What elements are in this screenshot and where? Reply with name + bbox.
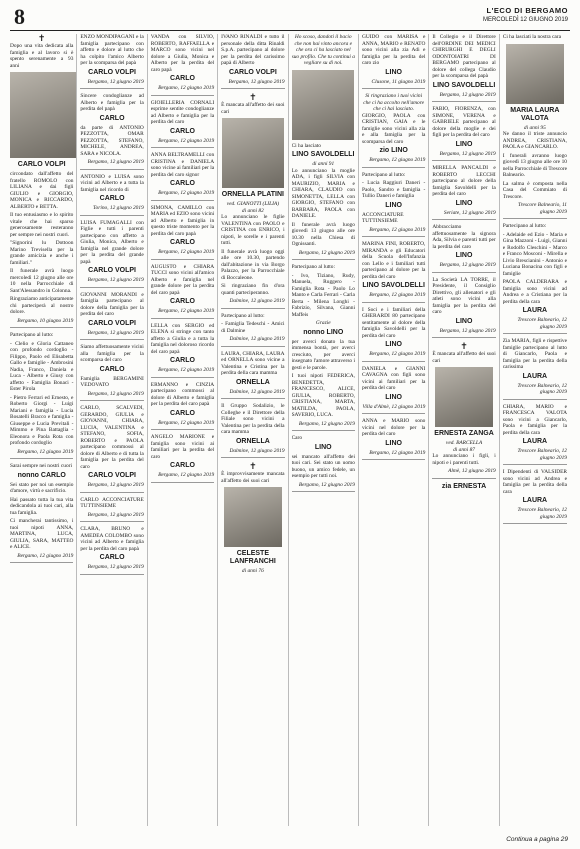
notice-text: ACCONCIATURE TUTTINSIEME xyxy=(361,211,404,224)
notice-place-date: Bergamo, 12 giugno 2019 xyxy=(292,421,355,432)
notice-place-date: Villa d'Almè, 12 giugno 2019 xyxy=(362,404,425,415)
notice-text: Lo annunciano i figli, i nipoti e i parenti tutti. xyxy=(432,453,496,466)
deceased-name: LINO xyxy=(385,341,403,348)
deceased-name: CARLO VOLPI xyxy=(88,267,136,274)
notice-text: ENZO MONDIPAGANI e la famiglia partecipano con affetto e dolore al lutto che ha colpito l'amico Alberto per la scomparsa del papà xyxy=(80,34,144,66)
notice-text: La salma è composta nella Casa del Commiato di Trescore. xyxy=(502,180,567,200)
deceased-name: LINO xyxy=(314,443,332,451)
notice-text: GIOIELLERIA CORNALI esprime sentite condoglianze ad Alberto e famiglia per la perdita del caro xyxy=(150,99,215,125)
notice-place-date: Trescore Balneario, 12 giugno 2019 xyxy=(503,317,567,334)
age-line: ved. BARCELLA xyxy=(445,440,483,446)
column-2 xyxy=(80,34,147,826)
column-8 xyxy=(503,34,570,826)
notice-text: ANTONIO e LUISA sono vicini ad Alberto e a tutta la famiglia nel ricordo di xyxy=(80,173,144,193)
column-5 xyxy=(292,34,359,826)
deceased-name: CARLO xyxy=(99,195,125,202)
notice-text: Lo annunciano le figlie VALENTINA con PAOLO e CRISTINA con ENRICO, i nipoti, le sorelle e i parenti tutti. xyxy=(221,214,285,246)
deceased-name: LINO xyxy=(455,140,473,148)
notice-text: - Adelaide ed Ezio - Maria e Gina Mazzoni - Luigi, Gianni e Rodolfo Cleschini - Marco e Franco Mosconi - Mirella e Livio Brescianini - Antonio e Luciana Bonacina con figli e famiglie xyxy=(502,231,567,277)
notice-text: ANNA BELTRAMELLI con CRISTINA e DANIELA sono vicine ai familiari per la perdita del caro signor xyxy=(150,152,215,178)
notice-text: Il Gruppo Sodalizio, le Colleghe e il Direttore della Filiale sono vicini a Valentina per la perdita della cara mamma xyxy=(221,403,285,435)
notice-place-date: Bergamo, 12 giugno 2019 xyxy=(10,553,73,564)
notice-place-date: Bergamo, 12 giugno 2019 xyxy=(432,262,495,273)
notice-text: Ne danno il triste annuncio ANDREA, CRISTIANA, PAOLA e GIANCARLO. xyxy=(502,131,567,150)
deceased-name: CARLO VOLPI xyxy=(88,319,136,327)
column-3 xyxy=(151,34,218,826)
notice-place-date: Torino, 12 giugno 2019 xyxy=(80,205,143,216)
notice-place-date: Bergamo, 12 giugno 2019 xyxy=(362,450,425,461)
deceased-name: CARLO xyxy=(170,462,195,469)
cross-icon: ✝ xyxy=(37,34,46,43)
age-line: di anni 87 xyxy=(453,446,475,453)
notice-text: Partecipano al lutto: xyxy=(291,264,335,270)
notice-place-date: Bergamo, 12 giugno 2019 xyxy=(10,449,73,460)
deceased-name: CARLO VOLPI xyxy=(228,68,277,76)
notice-text: LUISA FUMAGALLI con Figlie e tutti i parenti partecipano con affetto a Giulia, Monica, Alberto e famiglia nel grande dolore per la perdita del grande papà xyxy=(80,219,144,265)
notice-place-date: Bergamo, 12 giugno 2019 xyxy=(151,420,214,431)
age-line: di anni 76 xyxy=(241,568,264,574)
notice-text: Dopo una vita dedicata alla famiglia e al lavoro si è spento serenamente a 93 anni xyxy=(10,43,74,69)
notice-place-date: Bergamo, 12 giugno 2019 xyxy=(292,250,355,261)
notice-text: ANGELO MARIONE e famiglia sono vicini ai familiari per la perdita del caro xyxy=(150,434,215,460)
portrait-photo xyxy=(435,367,493,427)
notice-text: - Clelio e Gloria Cattaneo con profondo cordoglio - Filippo, Paolo ed Elisabetta Gallo e famiglie - Ambrosini Nadia, Franco, Daniela e Luca - Alberto e Giusy con affetto - Famiglia Bonaci - Ester Pirola xyxy=(10,340,74,392)
deceased-name: CARLO xyxy=(170,75,195,82)
cross-icon: ✝ xyxy=(249,92,257,102)
deceased-name: CARLO xyxy=(170,409,195,417)
notice-place-date: Bergamo, 12 giugno 2019 xyxy=(292,482,355,493)
notice-text: circondato dall'affetto del fratello ROMOLO con LILIANA e dai figli GIULIO e GIORGIO, MONICA e RICCARDO, ALBERTO e BETTA. xyxy=(10,171,74,210)
notice-text: Hai passato tutta la tua vita dedicandola ai tuoi cari, alla tua famiglia. xyxy=(10,496,74,516)
notice-place-date: Bergamo, 12 giugno 2019 xyxy=(80,482,143,493)
notice-place-date: Bergamo, 12 giugno 2019 xyxy=(151,138,214,149)
notice-text: Sincere condoglianze ad Alberto e famiglia per la perdita del papà xyxy=(80,93,144,112)
notice-text: Partecipano al lutto: xyxy=(361,171,406,178)
age-line: ved. GIANOTTI (LILIA) xyxy=(226,201,279,207)
notice-text: CHIARA, MARIO e FRANCESCA VALOTA sono vicini a Giancarlo, Paola e famiglia per la perdita della cara xyxy=(502,403,567,436)
notice-place-date: Bergamo, 12 giugno 2019 xyxy=(151,308,214,319)
notice-place-date: Clusone, 11 giugno 2019 xyxy=(362,79,425,90)
cross-icon: ✝ xyxy=(249,461,257,471)
notice-place-date: Bergamo, 12 giugno 2019 xyxy=(80,159,143,170)
notice-place-date: Bergamo, 12 giugno 2019 xyxy=(151,367,214,378)
notice-place-date: Bergamo, 10 giugno 2019 xyxy=(10,318,73,329)
notice-text: Partecipano al lutto: xyxy=(502,223,547,229)
notice-text: Si ringraziano fin d'ora quanti parteciperanno. xyxy=(221,283,285,296)
deceased-name: CARLO xyxy=(170,298,195,305)
deceased-name: ORNELLA PLATINI xyxy=(221,191,284,198)
deceased-name: CARLO VOLPI xyxy=(88,68,136,76)
deceased-name: LINO SAVOLDELLI xyxy=(292,151,355,158)
notice-text: Ci mancherai tantissimo, i tuoi nipoti ANNA, MARTINA, LUCA, GIULIA, SARA, MATTEO e ALICE. xyxy=(10,518,74,550)
notice-text: sei mancato all'affetto dei tuoi cari. Sei stato un uomo buono, un amico fedele, un esempio per tutti noi. xyxy=(291,453,355,479)
cross-icon: ✝ xyxy=(460,341,468,351)
deceased-name: CARLO xyxy=(170,127,195,135)
notice-place-date: Bergamo, 12 giugno 2019 xyxy=(80,277,143,288)
masthead xyxy=(483,6,568,23)
notice-text: IVANO RINALDI e tutto il personale della ditta Rinaldi S.p.A. partecipano al dolore per la perdita del carissimo papà di Alberto xyxy=(221,34,285,66)
deceased-name: ERNESTA ZANGA xyxy=(434,430,494,437)
notice-text: CLARA, BRUNO e AMEDEA COLOMBO sono vicini ad Alberto e famiglia per la perdita del caro papà xyxy=(80,526,144,552)
column-7 xyxy=(432,34,499,826)
notice-text: Partecipano al lutto: xyxy=(221,312,265,319)
notice-text: VANDA con SILVIO, ROBERTO, RAFFAELLA e MARCO sono vicini nel dolore a Giulia, Monica e Alberto per la perdita del caro papà xyxy=(150,34,215,73)
notice-text: Lo annunciano la moglie ADA, i figli SILVIA con MAURIZIO, MARIA e CHIARA, CLAUDIO con SIMONETTA, LELLA con GIORGIO, STEFANO con BARBARA, PAOLA con DANIELE. xyxy=(291,167,355,219)
notice-text: Ci ha lasciati la nostra cara xyxy=(502,34,561,40)
notice-text: È mancata all'affetto dei suoi cari xyxy=(221,102,285,115)
obituary-columns xyxy=(10,34,570,826)
notice-text: per averci donato la tua immensa bontà, per averci cresciuto, per averci insegnato l'amore attraverso i gesti e le parole. xyxy=(291,338,355,371)
notice-place-date: Bergamo, 12 giugno 2019 xyxy=(80,330,143,341)
deceased-name: nonno LINO xyxy=(303,328,344,336)
notice-text: CARLO, SCALVEDI, GERARDO, GIULIA e GIOVANNI, CHIARA, LUCIA, VALENTINA e STEFANO, SOFIA, ROBERTO e PAOLA partecipano commossi al dolore di Alberto e di tutta la famiglia per la perdita del caro xyxy=(80,405,144,470)
portrait-photo xyxy=(224,487,282,547)
deceased-name: LINO xyxy=(455,317,473,325)
notice-place-date: Bergamo, 12 giugno 2019 xyxy=(362,351,425,362)
notice-text: Il funerale avrà luogo giovedì 13 giugno alle ore 10.30 nella Chiesa di Ognissanti. xyxy=(291,221,355,247)
portrait-photo xyxy=(10,72,77,158)
notice-text: LELLA con SERGIO ed ELENA si stringe con tanto affetto a Giulia e a tutta la famiglia nel doloroso ricordo del caro papà xyxy=(150,322,215,355)
notice-text: Sarai sempre nei nostri cuori xyxy=(10,463,72,469)
column-1 xyxy=(10,34,77,826)
notice-text: DANIELA e GIANNI CAVAGNA con figli sono vicini ai familiari per la perdita del caro xyxy=(361,365,426,391)
notice-place-date: Bergamo, 12 giugno 2019 xyxy=(221,79,284,90)
notice-place-date: Trescore Balneario, 12 giugno 2019 xyxy=(503,448,567,465)
notice-place-date: Bergamo, 12 giugno 2019 xyxy=(362,157,425,168)
notice-place-date: Bergamo, 12 giugno 2019 xyxy=(80,391,143,402)
deceased-name: CARLO xyxy=(170,357,195,364)
deceased-name: CARLO xyxy=(170,239,195,246)
notice-text: GIORGIO, PAOLA con CRISTIAN, GAIA e le famiglie sono vicini alla zia e alla famiglia per la scomparsa del caro xyxy=(361,112,426,145)
notice-text: I tuoi nipoti FEDERICA, BENEDETTA, FRANCESCO, ALICE, GIULIA, ROBERTO, CRISTIANA, MARTA, MATILDA, PAOLA, SAVERIO, LUCA. xyxy=(291,373,355,418)
deceased-name: zio LINO xyxy=(379,147,408,154)
notice-place-date: Bergamo, 12 giugno 2019 xyxy=(432,151,495,162)
notice-text: I Dipendenti di VALSIDER sono vicini ad Andrea e famiglia per la perdita della cara xyxy=(502,469,567,495)
notice-text: I Soci e i familiari della GHERARDI 80 partecipano sentitamente al dolore della famiglia Savoldelli per la perdita del caro xyxy=(361,306,426,339)
notice-text: AUGUSTO e CHIARA TUCCI sono vicini all'amico Alberto e famiglia nel grande dolore per la perdita del caro papà xyxy=(150,263,215,296)
issue-date: MERCOLEDÌ 12 GIUGNO 2019 xyxy=(482,17,568,23)
notice-place-date: Trescore Balneario, 12 giugno 2019 xyxy=(503,507,567,524)
deceased-name: LINO xyxy=(455,252,473,259)
notice-text: Famiglia BERGAMINI VEDOVATO xyxy=(80,375,144,388)
deceased-name: LINO SAVOLDELLI xyxy=(362,282,425,289)
page-number: 8 xyxy=(14,4,25,29)
deceased-name: CARLO xyxy=(170,180,195,187)
notice-text: È mancata all'affetto dei suoi cari xyxy=(432,351,496,364)
notice-text: da parte di ANTONIO PEZZOTTA, OMAR PEZZOTTA, STEFANO, MICHELE, ANDREA, SARA e NICOLA. xyxy=(80,124,144,157)
memorial-quote: Si ringraziano i tuoi vicini che ci ha accolto nell'amore che ci hai lasciato. xyxy=(363,93,425,112)
notice-place-date: Bergamo, 12 giugno 2019 xyxy=(432,92,495,103)
notice-text: Sei stato per noi un esempio d'amore, virtù e sacrificio. xyxy=(10,481,74,494)
notice-place-date: Bergamo, 12 giugno 2019 xyxy=(362,227,425,238)
age-line: di anni 82 xyxy=(241,207,264,214)
notice-text: Ci ha lasciato xyxy=(291,142,321,149)
age-line: di anni 95 xyxy=(523,124,546,131)
notice-text: PAOLA CALDERARA e famiglia sono vicini ad Andrea e a Cristiana per la perdita della cara xyxy=(502,279,567,305)
notice-text: SIMONA, CAMILLO con MARIA ed EZIO sono vicini ad Alberto e famiglia in questo triste momento per la perdita del caro papà xyxy=(150,204,215,237)
notice-text: Caro xyxy=(291,435,303,441)
notice-text: Siamo affettuosamente vicini alla famiglia per la scomparsa del caro xyxy=(80,344,144,363)
notice-text: ANNA e MARIO sono vicini nel dolore per la perdita del caro xyxy=(361,418,426,437)
notice-place-date: Bergamo, 12 giugno 2019 xyxy=(80,512,143,523)
notice-text: I funerali avranno luogo giovedì 13 giugno alle ore 10 nella Parrocchiale di Trescore Balneario. xyxy=(502,152,567,178)
notice-text: Abbracciamo affettuosamente la signora Ada, Silvia e parenti tutti per la perdita del caro xyxy=(432,224,496,250)
continued-note: Continua a pagina 29 xyxy=(506,836,568,843)
notice-text: Zia MARIA, figli e rispettive famiglie partecipano al lutto di Giancarlo, Paola e famiglia per la perdita della carissima xyxy=(502,338,567,370)
deceased-name: CARLO xyxy=(99,365,125,373)
deceased-name: LAURA xyxy=(522,438,548,445)
column-6 xyxy=(362,34,429,826)
notice-text: MARINA FINI, ROBERTO, MIRANDA e gli Educatori della Scuola dell'Infanzia con Lello e i familiari tutti partecipano al dolore per la perdita del caro xyxy=(361,241,426,280)
deceased-name: zia ERNESTA xyxy=(441,482,487,490)
deceased-name: CARLO xyxy=(99,114,125,122)
notice-place-date: Trescore Balneario, 11 giugno 2019 xyxy=(503,202,567,219)
deceased-name: nonno CARLO xyxy=(17,471,66,479)
deceased-name: LINO SAVOLDELLI xyxy=(432,81,496,89)
deceased-name: LINO xyxy=(385,439,403,447)
notice-text: ERMANNO e CINZIA partecipano commossi al dolore di Alberto e famiglia per la perdita del caro papà xyxy=(150,381,215,407)
deceased-name: CARLO VOLPI xyxy=(17,161,66,168)
deceased-name: LINO xyxy=(385,68,403,76)
deceased-name: CELESTE LANFRANCHI xyxy=(229,550,276,565)
notice-place-date: Bergamo, 12 giugno 2019 xyxy=(151,190,214,201)
notice-place-date: Bergamo, 12 giugno 2019 xyxy=(80,564,143,575)
notice-place-date: Seriate, 12 giugno 2019 xyxy=(432,210,495,221)
notice-text: - Ivo, Tiziano, Rudy, Manuela, Ruggero - Famiglia Rota - Paolo Lo Manto e Carla Ferrari - Carla Berta - Milena Longhi - Fabrizio, Silvana, Gianni Maffeis xyxy=(291,272,355,318)
notice-place-date: Bergamo, 12 giugno 2019 xyxy=(151,85,214,96)
notice-text: "Signorini lu Dottoon Marino Trevisella per la grande amicizia e anche i familiari." xyxy=(10,240,74,266)
deceased-name: ORNELLA xyxy=(235,437,270,445)
notice-text: LAURA, CHIARA, LAURA ed ORNELLA sono vicine a Valentina e Cristina per la perdita della cara mamma xyxy=(221,350,285,376)
notice-place-date: Dalmine, 12 giugno 2019 xyxy=(221,298,284,309)
deceased-name: LINO xyxy=(385,393,403,401)
notice-place-date: Bergamo, 12 giugno 2019 xyxy=(80,79,143,90)
notice-place-date: Trescore Balneario, 12 giugno 2019 xyxy=(503,383,567,400)
notice-place-date: Dalmine, 12 giugno 2019 xyxy=(221,336,284,347)
memorial-quote: Grazie xyxy=(315,320,331,326)
newspaper-name: L'ECO DI BERGAMO xyxy=(486,6,568,15)
notice-text: Partecipano al lutto: xyxy=(10,332,54,338)
page-header xyxy=(10,4,570,31)
deceased-name: LAURA xyxy=(522,307,548,314)
notice-text: Ringraziamo anticipatamente chi parteciperà al nostro dolore. xyxy=(10,296,74,315)
deceased-name: CARLO xyxy=(99,554,125,561)
portrait-photo xyxy=(292,70,354,140)
notice-text: FABIO, FIORENZA, con SIMONE, VERENA e GABRIELE partecipano al dolore della moglie e dei figli per la perdita del caro xyxy=(432,106,496,138)
notice-text: - Famiglia Tedeschi - Amici di Dalmine xyxy=(221,321,285,334)
deceased-name: MARIA LAURA VALOTA xyxy=(510,106,560,122)
notice-place-date: Dalmine, 12 giugno 2019 xyxy=(221,389,284,400)
notice-text: - Lucia Raggiuri Daneri - Paolo, Sandro e famiglia - Tullio Daneri e famiglia xyxy=(361,180,426,199)
notice-text: GIOVANNI MORANDI e famiglia partecipano al dolore della famiglia per la perdita del caro xyxy=(80,291,144,317)
portrait-photo xyxy=(506,44,564,104)
notice-place-date: Dalmine, 12 giugno 2019 xyxy=(221,448,284,459)
deceased-name: LINO xyxy=(385,201,403,209)
notice-place-date: Bergamo, 12 giugno 2019 xyxy=(151,472,214,483)
notice-text: GUIDO con MARISA e ANNA, MARIO e RENATO sono vicini alla zia Adi e famiglia per la perdita del caro zio xyxy=(361,34,426,66)
column-4 xyxy=(221,34,288,826)
deceased-name: CARLO VOLPI xyxy=(88,472,136,479)
notice-text: Il funerale avrà luogo oggi alle ore 10.30, partendo dall'abitazione in via Borgo Palazzo, per la Parrocchiale di Boccaleone. xyxy=(221,248,285,281)
notice-text: È improvvisamente mancata all'affetto dei suoi cari xyxy=(221,471,285,484)
notice-text: - Pietro Ferrari ed Ernesto, e Roberto Giorgi - Luigi Mariani e famiglia - Lucia Bosatelli Bracco e famiglia - Giuseppe e Lucia Previtali - Mimmo e Pina Battaglia - Eleonora e Paola Rota con profondo cordoglio xyxy=(10,394,74,446)
deceased-name: ORNELLA xyxy=(235,378,270,386)
notice-text: La Società LA TORRE, il Presidente, il Consiglio Direttivo, gli allenatori e gli atleti sono vicini alla famiglia per la perdita del caro xyxy=(432,276,496,315)
notice-place-date: Almè, 12 giugno 2019 xyxy=(432,468,495,479)
notice-text: CARLO ACCONCIATURE TUTTINSIEME xyxy=(80,496,144,509)
notice-text: Il tuo entusiasmo e lo spirito vitale che hai sparso generosamente resteranno per sempre nei nostri cuori. xyxy=(10,212,74,238)
notice-place-date: Bergamo, 12 giugno 2019 xyxy=(362,292,425,303)
memorial-quote: Ho scoso, dandoti il bacio che non hai vinto ancora e che ora ci ha lasciato nel suo profilo. Che tu continui a vegliare su di noi. xyxy=(291,34,355,66)
notice-place-date: Bergamo, 12 giugno 2019 xyxy=(151,249,214,260)
deceased-name: LAURA xyxy=(522,372,548,380)
notice-text: Il Collegio e il Direttore dell'ORDINE DEI MEDICI CHIRURGHI E DEGLI ODONTOIATRI DI BERGAMO partecipano al dolore del collega Claudio per la scomparsa del papà xyxy=(432,34,496,79)
notice-text: Il funerale avrà luogo mercoledì 12 giugno alle ore 10 nella Parrocchiale di Sant'Alessandro in Colonna. xyxy=(10,268,74,294)
age-line: di anni 91 xyxy=(312,161,335,167)
notice-place-date: Bergamo, 12 giugno 2019 xyxy=(432,328,495,339)
deceased-name: LINO xyxy=(455,199,473,207)
notice-text: MIRELLA PANCALDI e ROBERTO LECCHI partecipano al dolore della famiglia Savoldelli per la perdita del caro xyxy=(432,165,496,197)
deceased-name: LAURA xyxy=(522,497,548,504)
portrait-photo xyxy=(222,118,284,188)
